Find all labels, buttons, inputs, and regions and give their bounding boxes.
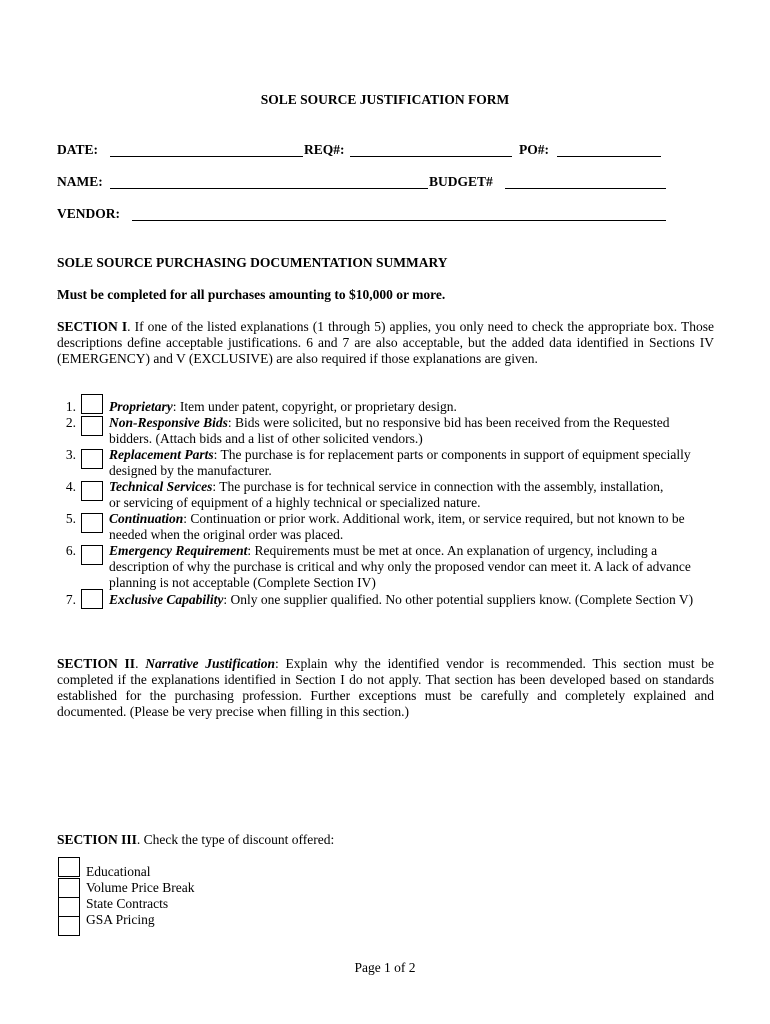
form-title: SOLE SOURCE JUSTIFICATION FORM — [260, 92, 510, 107]
requirement-note: Must be completed for all purchases amounting to $10,000 or more. — [57, 287, 446, 302]
po-field[interactable] — [557, 142, 661, 157]
summary-heading: SOLE SOURCE PURCHASING DOCUMENTATION SUMMARY — [57, 255, 448, 270]
item-1: Proprietary: Item under patent, copyright, or proprietary design. — [109, 399, 457, 414]
name-field[interactable] — [110, 174, 428, 189]
section-2-title: Narrative Justification — [145, 656, 275, 671]
item-2: Non-Responsive Bids: Bids were solicited, but no responsive bid has been received from the Requested bidders. (Attach bids and a list of other solicited vendors.) — [109, 415, 670, 446]
po-label: PO#: — [519, 142, 549, 157]
item-1-number: 1. — [65, 399, 76, 414]
section-2-paragraph: SECTION II. Narrative Justification: Explain why the identified vendor is recommended. This section must be completed if the explanations identified in Section I do not apply. That section has been developed based on standards established for the purchasing profession. Further exceptions must be carefully and completely explained and documented. (Please be very precise when filling in this section.) — [57, 656, 715, 719]
page-number: Page 1 of 2 — [354, 960, 416, 975]
item-7: Exclusive Capability: Only one supplier qualified. No other potential suppliers know. (Complete Section V) — [109, 592, 694, 607]
discount-gsa-checkbox[interactable] — [58, 916, 80, 936]
discount-educational-label: Educational — [86, 864, 151, 879]
date-label: DATE: — [57, 142, 99, 157]
item-6-number: 6. — [65, 543, 76, 558]
item-5-checkbox[interactable] — [81, 513, 103, 533]
req-label: REQ#: — [304, 142, 345, 157]
item-4: Technical Services: The purchase is for technical service in connection with the assembly, installation, or servicing of equipment of a highly technical or specialized nature. — [109, 479, 664, 510]
item-7-number: 7. — [65, 592, 76, 607]
date-field[interactable] — [110, 142, 303, 157]
discount-volume-label: Volume Price Break — [86, 880, 195, 895]
section-1-label: SECTION I — [57, 319, 128, 334]
discount-educational-checkbox[interactable] — [58, 857, 80, 877]
item-6: Emergency Requirement: Requirements must be met at once. An explanation of urgency, including a description of why the purchase is critical and why only the proposed vendor can meet it. A lack of advance planning is not acceptable (Complete Section IV) — [109, 543, 691, 590]
budget-field[interactable] — [505, 174, 666, 189]
vendor-label: VENDOR: — [57, 206, 120, 221]
item-4-checkbox[interactable] — [81, 481, 103, 501]
section-1-text: . If one of the listed explanations (1 through 5) applies, you only need to check the appropriate box. Those descriptions define acceptable justifications. 6 and 7 are also acceptable, but the added data identified in Sections IV (EMERGENCY) and V (EXCLUSIVE) are also required if those explanations are given. — [57, 319, 714, 366]
discount-volume-checkbox[interactable] — [58, 878, 80, 898]
item-6-checkbox[interactable] — [81, 545, 103, 565]
discount-state-label: State Contracts — [86, 896, 169, 911]
req-field[interactable] — [350, 142, 512, 157]
item-3: Replacement Parts: The purchase is for replacement parts or components in support of equipment specially designed by the manufacturer. — [109, 447, 691, 478]
narrative-justification-area[interactable] — [57, 724, 714, 824]
item-5: Continuation: Continuation or prior work. Additional work, item, or service required, but not known to be needed when the original order was placed. — [109, 511, 685, 542]
item-7-checkbox[interactable] — [81, 589, 103, 609]
section-2-label: SECTION II — [57, 656, 136, 671]
vendor-field[interactable] — [132, 206, 666, 221]
section-3-label: SECTION III — [57, 832, 137, 847]
item-3-number: 3. — [65, 447, 76, 462]
discount-state-checkbox[interactable] — [58, 897, 80, 917]
item-5-number: 5. — [65, 511, 76, 526]
budget-label: BUDGET# — [429, 174, 493, 189]
item-2-checkbox[interactable] — [81, 416, 103, 436]
item-1-checkbox[interactable] — [81, 394, 103, 414]
section-2-text: : Explain why the identified vendor is recommended. This section must be completed if the explanations identified in Section I do not apply. That section has been developed based on standards established for the purchasing profession. Further exceptions must be carefully and completely explained and documented. (Please be very precise when filling in this section.) — [57, 656, 715, 719]
section-1-paragraph — [57, 319, 714, 367]
section-3-text: . Check the type of discount offered: — [136, 832, 335, 847]
item-2-number: 2. — [65, 415, 76, 430]
name-label: NAME: — [57, 174, 103, 189]
item-3-checkbox[interactable] — [81, 449, 103, 469]
discount-gsa-label: GSA Pricing — [86, 912, 155, 927]
section-3-heading — [57, 832, 334, 848]
item-4-number: 4. — [65, 479, 76, 494]
